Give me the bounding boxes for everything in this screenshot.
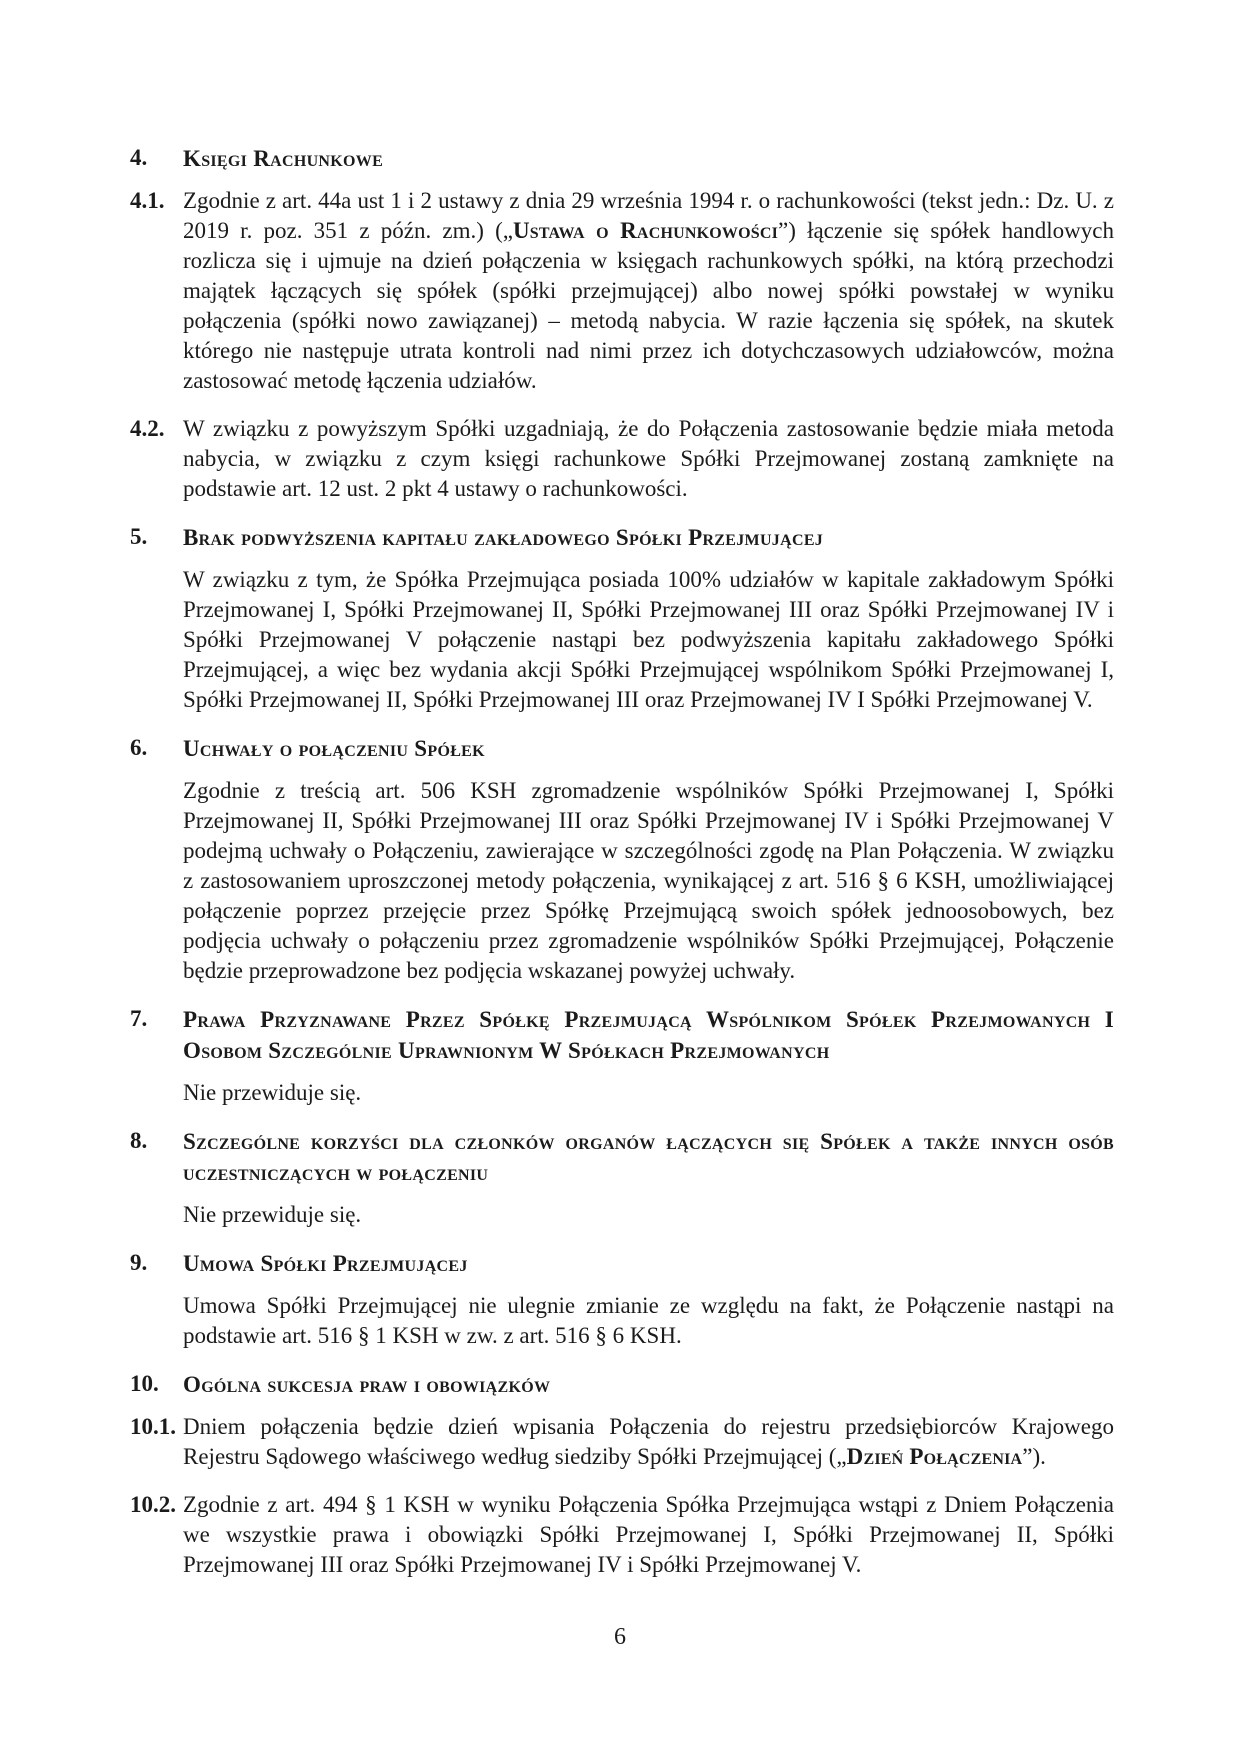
section-number: 8. xyxy=(130,1128,148,1153)
section-7 xyxy=(130,1004,1114,1066)
text-run: ”) łączenie się spółek handlowych rozlicza się i ujmuje na dzień połączenia w księgach rachunkowych spółki, na którą przechodzi majątek łączących się spółek (spółki przejmującej) albo nowej spółki powstałej w wyniku połączenia (spółki nowo zawiązanej) – metodą nabycia. W razie łączenia się spółek, na skutek którego nie następuje utrata kontroli nad nimi przez ich dotychczasowych udziałowców, można zastosować metodę łączenia udziałów. xyxy=(183,218,1114,393)
section-7-body xyxy=(130,1078,1114,1108)
clause-number: 10.2. xyxy=(130,1492,176,1517)
page-number: 6 xyxy=(614,1624,626,1650)
section-8 xyxy=(130,1126,1114,1188)
section-heading: Szczególne korzyści dla członków organów łączących się Spółek a także innych osób uczestniczących w połączeniu xyxy=(183,1129,1114,1185)
section-number: 9. xyxy=(130,1250,148,1275)
section-heading: Prawa Przyznawane Przez Spółkę Przejmującą Wspólnikom Spółek Przejmowanych I Osobom Szczególnie Uprawnionym W Spółkach Przejmowanych xyxy=(183,1007,1114,1063)
paragraph: Zgodnie z art. 494 § 1 KSH w wyniku Połączenia Spółka Przejmująca wstąpi z Dniem Połączenia we wszystkie prawa i obowiązki Spółki Przejmowanej I, Spółki Przejmowanej II, Spółki Przejmowanej III oraz Spółki Przejmowanej IV i Spółki Przejmowanej V. xyxy=(183,1492,1114,1577)
section-number: 4. xyxy=(130,145,148,170)
paragraph: W związku z tym, że Spółka Przejmująca posiada 100% udziałów w kapitale zakładowym Spółki Przejmowanej I, Spółki Przejmowanej II, Spółki Przejmowanej III oraz Spółki Przejmowanej IV i Spółki Przejmowanej V połączenie nastąpi bez podwyższenia kapitału zakładowego Spółki Przejmującej, a więc bez wydania akcji Spółki Przejmującej wspólnikom Spółki Przejmowanej I, Spółki Przejmowanej II, Spółki Przejmowanej III oraz Przejmowanej IV I Spółki Przejmowanej V. xyxy=(183,567,1114,712)
section-5-body xyxy=(130,565,1114,715)
defined-term-bold: Ustawa o Rachunkowości xyxy=(512,218,779,243)
paragraph: Nie przewiduje się. xyxy=(183,1202,362,1227)
section-6-body xyxy=(130,776,1114,986)
clause-number: 10.1. xyxy=(130,1414,176,1439)
clause-10-2 xyxy=(130,1490,1114,1580)
section-heading: Brak podwyższenia kapitału zakładowego Spółki Przejmującej xyxy=(183,525,824,550)
clause-number: 4.2. xyxy=(130,416,165,441)
defined-term-bold: Dzień Połączenia xyxy=(846,1444,1023,1469)
clause-number: 4.1. xyxy=(130,188,165,213)
section-number: 7. xyxy=(130,1006,148,1031)
paragraph: Nie przewiduje się. xyxy=(183,1080,362,1105)
clause-4-1 xyxy=(130,186,1114,396)
paragraph: Zgodnie z treścią art. 506 KSH zgromadzenie wspólników Spółki Przejmowanej I, Spółki Przejmowanej II, Spółki Przejmowanej III oraz Spółki Przejmowanej IV i Spółki Przejmowanej V podejmą uchwały o Połączeniu, zawierające w szczególności zgodę na Plan Połączenia. W związku z zastosowaniem uproszczonej metody połączenia, wynikającej z art. 516 § 6 KSH, umożliwiającej połączenie poprzez przejęcie przez Spółkę Przejmującą swoich spółek jednoosobowych, bez podjęcia uchwały o połączeniu przez zgromadzenie wspólników Spółki Przejmującej, Połączenie będzie przeprowadzone bez podjęcia wskazanej powyżej uchwały. xyxy=(183,778,1114,983)
section-10 xyxy=(130,1369,1114,1400)
section-heading: Umowa Spółki Przejmującej xyxy=(183,1251,468,1276)
clause-4-2 xyxy=(130,414,1114,504)
section-8-body xyxy=(130,1200,1114,1230)
paragraph: Umowa Spółki Przejmującej nie ulegnie zmianie ze względu na fakt, że Połączenie nastąpi na podstawie art. 516 § 1 KSH w zw. z art. 516 § 6 KSH. xyxy=(183,1293,1114,1348)
section-heading: Ogólna sukcesja praw i obowiązków xyxy=(183,1372,551,1397)
section-heading: Uchwały o połączeniu Spółek xyxy=(183,736,485,761)
section-9-body xyxy=(130,1291,1114,1351)
section-4 xyxy=(130,143,1114,174)
text-run: Zgodnie z art. 44a ust 1 i 2 ustawy z dnia 29 września 1994 r. o rachunkowości (tekst jedn.: Dz. U. z 2019 r. poz. 351 z późn. zm.) („ xyxy=(183,188,1114,243)
section-6 xyxy=(130,733,1114,764)
section-9 xyxy=(130,1248,1114,1279)
paragraph xyxy=(183,186,1114,396)
section-number: 10. xyxy=(130,1371,159,1396)
section-heading: Księgi Rachunkowe xyxy=(183,146,384,171)
text-run: ”). xyxy=(1022,1444,1046,1469)
clause-10-1 xyxy=(130,1412,1114,1472)
text-run: Dniem połączenia będzie dzień wpisania Połączenia do rejestru przedsiębiorców Krajowego Rejestru Sądowego właściwego według siedziby Spółki Przejmującej („ xyxy=(183,1414,1114,1469)
section-5 xyxy=(130,522,1114,553)
paragraph: W związku z powyższym Spółki uzgadniają, że do Połączenia zastosowanie będzie miała metoda nabycia, w związku z czym księgi rachunkowe Spółki Przejmowanej zostaną zamknięte na podstawie art. 12 ust. 2 pkt 4 ustawy o rachunkowości. xyxy=(183,416,1114,501)
section-number: 6. xyxy=(130,735,148,760)
section-number: 5. xyxy=(130,524,148,549)
paragraph xyxy=(183,1412,1114,1472)
